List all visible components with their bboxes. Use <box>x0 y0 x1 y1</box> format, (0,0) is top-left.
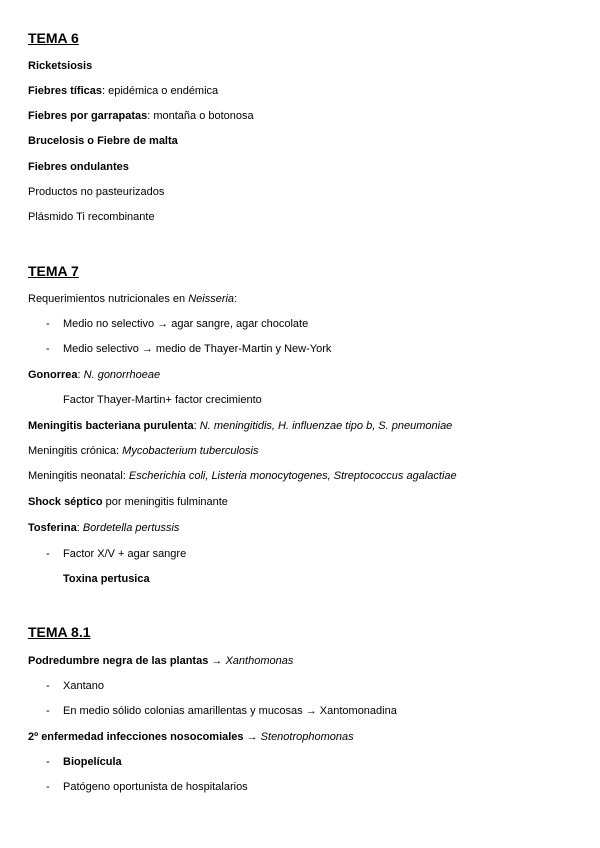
text-line: Meningitis bacteriana purulenta: N. meningitidis, H. influenzae tipo b, S. pneumoniae <box>28 420 453 432</box>
text-line: Fiebres por garrapatas: montaña o botonosa <box>28 110 254 122</box>
text-line: Requerimientos nutricionales en Neisseria: <box>28 293 238 305</box>
text-line: Fiebres ondulantes <box>28 161 129 173</box>
section-title-tema-6: TEMA 6 <box>28 30 79 46</box>
text-line: Plásmido Ti recombinante <box>28 211 155 223</box>
text-line: Fiebres tíficas: epidémica o endémica <box>28 85 219 97</box>
text-line: Toxina pertusica <box>63 573 150 585</box>
section-title-tema-8-1: TEMA 8.1 <box>28 624 91 640</box>
text-line: Tosferina: Bordetella pertussis <box>28 522 180 534</box>
text-line: Meningitis crónica: Mycobacterium tuberculosis <box>28 445 259 457</box>
text-line: Factor Thayer-Martin+ factor crecimiento <box>63 394 262 406</box>
text-line: Gonorrea: N. gonorrhoeae <box>28 369 161 381</box>
text-line: Shock séptico por meningitis fulminante <box>28 496 228 508</box>
text-line: Podredumbre negra de las plantas → Xanthomonas <box>28 655 294 667</box>
text-line: Brucelosis o Fiebre de malta <box>28 135 178 147</box>
text-line: Meningitis neonatal: Escherichia coli, Listeria monocytogenes, Streptococcus agalactiae <box>28 470 457 482</box>
section-title-tema-7: TEMA 7 <box>28 263 79 279</box>
text-line: 2º enfermedad infecciones nosocomiales → Stenotrophomonas <box>28 731 354 743</box>
text-line: Ricketsiosis <box>28 60 93 72</box>
text-line: Productos no pasteurizados <box>28 186 165 198</box>
